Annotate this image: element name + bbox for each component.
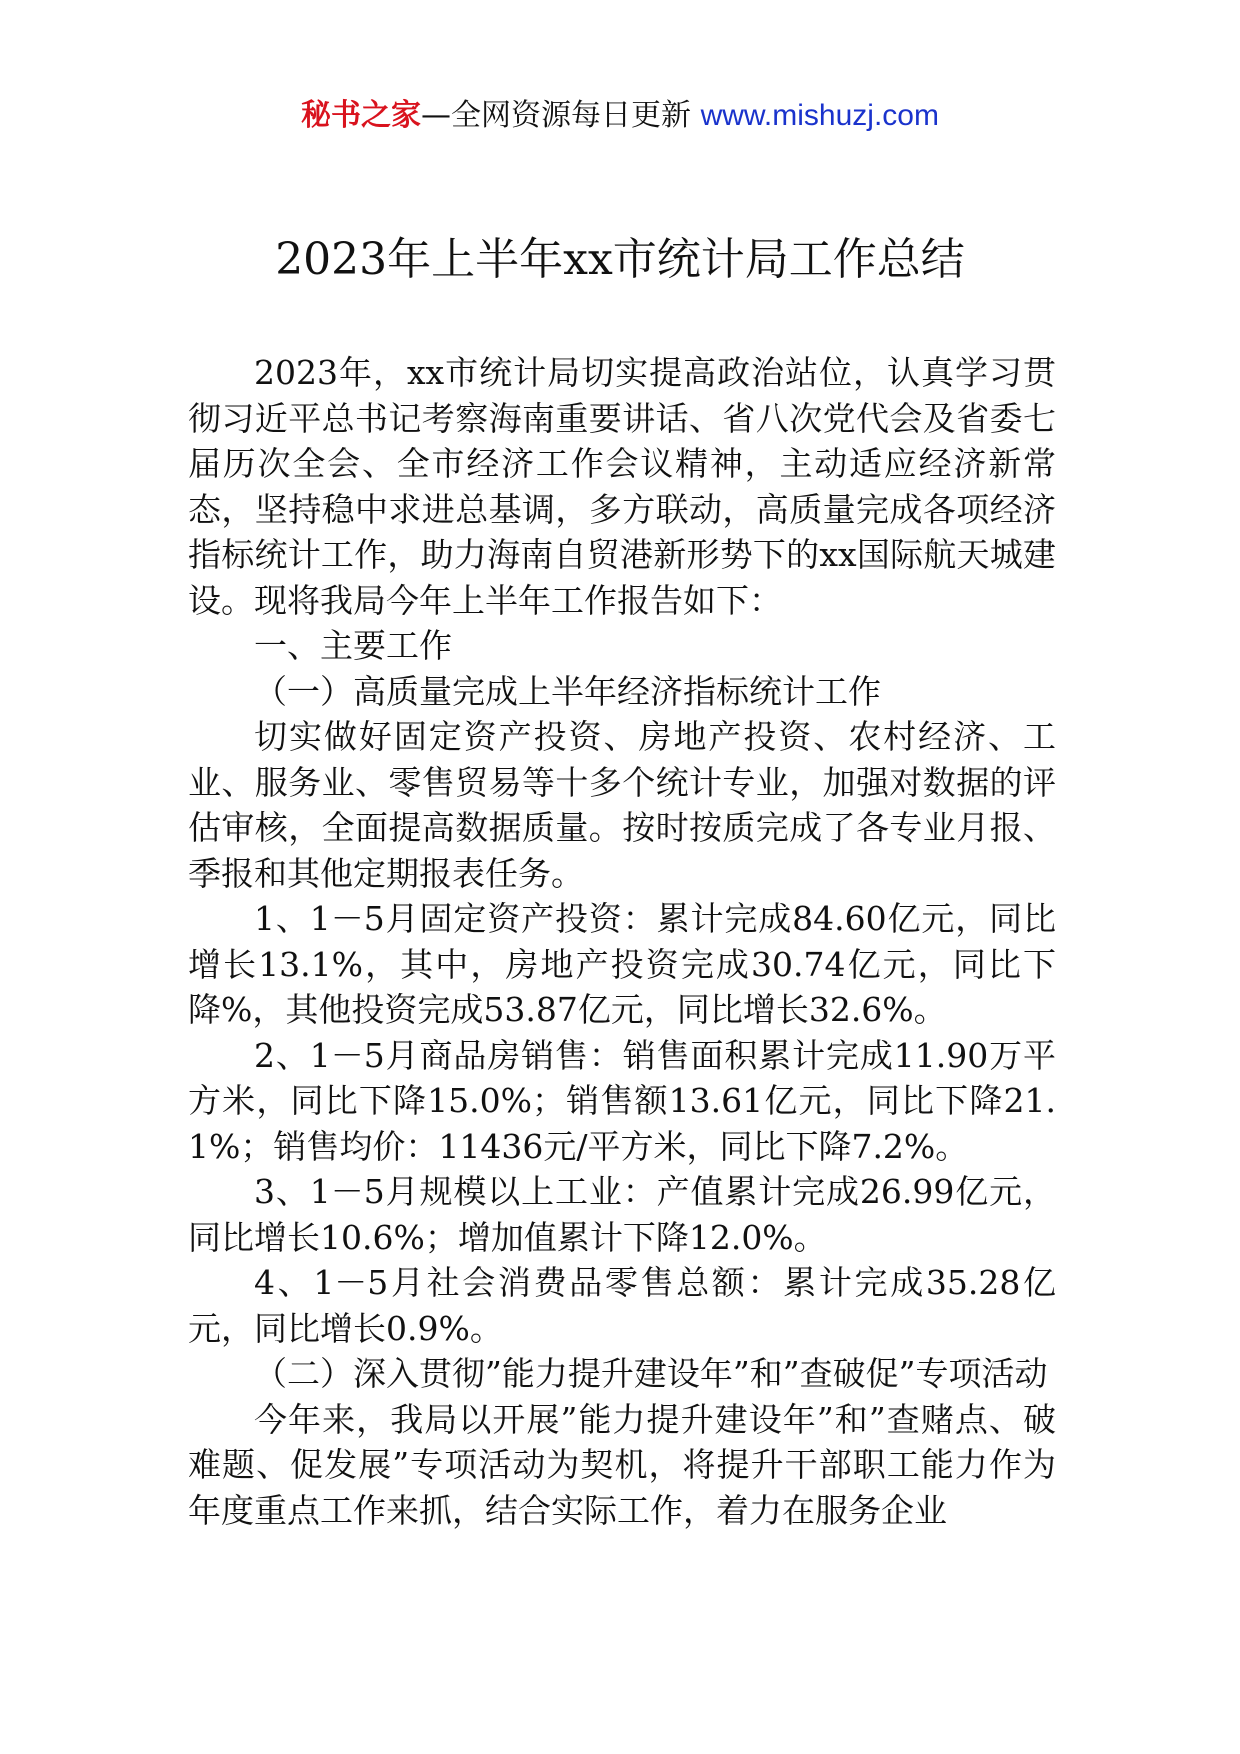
- site-url-link[interactable]: www.mishuzj.com: [700, 99, 939, 132]
- section-heading-main-work: 一、主要工作: [254, 626, 452, 665]
- body-paragraph: 今年来，我局以开展”能力提升建设年”和”查赌点、破难题、促发展”专项活动为契机，将提升干部职工能力作为年度重点工作来抓，结合实际工作，着力在服务企业: [188, 1399, 1056, 1530]
- list-item-housing-sales: 2、1－5月商品房销售：销售面积累计完成11.90万平方米，同比下降15.0%；销售额13.61亿元，同比下降21.1%；销售均价：11436元/平方米，同比下降7.2%。: [188, 1035, 1056, 1166]
- subsection-heading-2: （二）深入贯彻”能力提升建设年”和”查破促”专项活动: [254, 1354, 1048, 1393]
- intro-paragraph: 2023年，xx市统计局切实提高政治站位，认真学习贯彻习近平总书记考察海南重要讲话、省八次党代会及省委七届历次全会、全市经济工作会议精神，主动适应经济新常态，坚持稳中求进总基调，多方联动，高质量完成各项经济指标统计工作，助力海南自贸港新形势下的xx国际航天城建设。现将我局今年上半年工作报告如下：: [188, 353, 1056, 620]
- body-paragraph: 切实做好固定资产投资、房地产投资、农村经济、工业、服务业、零售贸易等十多个统计专业，加强对数据的评估审核，全面提高数据质量。按时按质完成了各专业月报、季报和其他定期报表任务。: [188, 717, 1056, 893]
- list-item-retail-sales: 4、1－5月社会消费品零售总额：累计完成35.28亿元，同比增长0.9%。: [188, 1263, 1056, 1348]
- site-slogan: —全网资源每日更新: [421, 98, 701, 133]
- document-body: [188, 350, 1056, 1533]
- subsection-heading-1: （一）高质量完成上半年经济指标统计工作: [254, 671, 881, 711]
- list-item-industry: 3、1－5月规模以上工业：产值累计完成26.99亿元，同比增长10.6%；增加值累计下降12.0%。: [188, 1172, 1056, 1257]
- site-header: [0, 96, 1240, 136]
- list-item-fixed-asset-investment: 1、1－5月固定资产投资：累计完成84.60亿元，同比增长13.1%，其中，房地产投资完成30.74亿元，同比下降%，其他投资完成53.87亿元，同比增长32.6%。: [188, 899, 1056, 1029]
- document-title: 2023年上半年xx市统计局工作总结: [275, 234, 965, 285]
- site-brand: 秘书之家: [301, 98, 422, 133]
